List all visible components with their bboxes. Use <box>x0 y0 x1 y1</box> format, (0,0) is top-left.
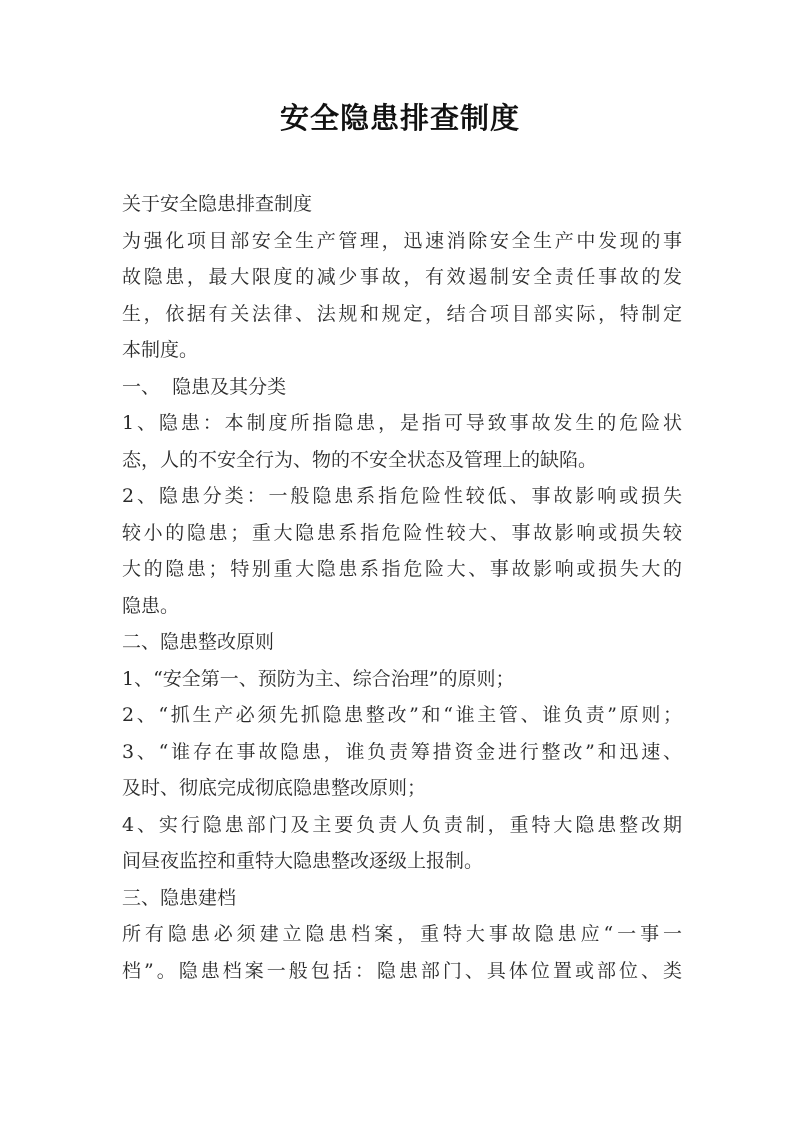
paragraph-line: 2、“抓生产必须先抓隐患整改”和“谁主管、谁负责”原则； <box>122 704 682 726</box>
paragraph-line: 较小的隐患；重大隐患系指危险性较大、事故影响或损失较 <box>122 521 682 544</box>
section-heading: 二、隐患整改原则 <box>122 631 275 653</box>
paragraph-line: 生，依据有关法律、法规和规定，结合项目部实际，特制定 <box>122 302 682 325</box>
paragraph-line: 为强化项目部安全生产管理，迅速消除安全生产中发现的事 <box>122 229 682 252</box>
document-body <box>122 186 682 989</box>
paragraph-line: 本制度。 <box>122 339 199 361</box>
paragraph-line: 4、实行隐患部门及主要负责人负责制，重特大隐患整改期 <box>122 813 682 836</box>
paragraph-line: 大的隐患；特别重大隐患系指危险大、事故影响或损失大的 <box>122 558 682 580</box>
paragraph-line: 档”。隐患档案一般包括：隐患部门、具体位置或部位、类 <box>122 959 682 982</box>
paragraph-line: 3、“谁存在事故隐患，谁负责筹措资金进行整改”和迅速、 <box>122 740 682 763</box>
document-title: 安全隐患排查制度 <box>279 101 520 135</box>
section-heading: 一、 隐患及其分类 <box>122 375 287 398</box>
heading-line: 关于安全隐患排查制度 <box>122 193 313 215</box>
paragraph-line: 1、“安全第一、预防为主、综合治理”的原则； <box>122 667 515 690</box>
paragraph-line: 隐患。 <box>122 594 180 617</box>
paragraph-line: 所有隐患必须建立隐患档案，重特大事故隐患应“一事一 <box>122 923 682 945</box>
paragraph-line: 故隐患，最大限度的减少事故，有效遏制安全责任事故的发 <box>122 266 682 288</box>
paragraph-line: 间昼夜监控和重特大隐患整改逐级上报制。 <box>122 850 484 872</box>
section-heading: 三、隐患建档 <box>122 886 237 909</box>
paragraph-line: 及时、彻底完成彻底隐患整改原则； <box>122 777 427 799</box>
paragraph-line: 2、隐患分类：一般隐患系指危险性较低、事故影响或损失 <box>122 485 682 507</box>
paragraph-line: 态，人的不安全行为、物的不安全状态及管理上的缺陷。 <box>122 448 598 471</box>
paragraph-line: 1、隐患：本制度所指隐患，是指可导致事故发生的危险状 <box>122 412 682 434</box>
